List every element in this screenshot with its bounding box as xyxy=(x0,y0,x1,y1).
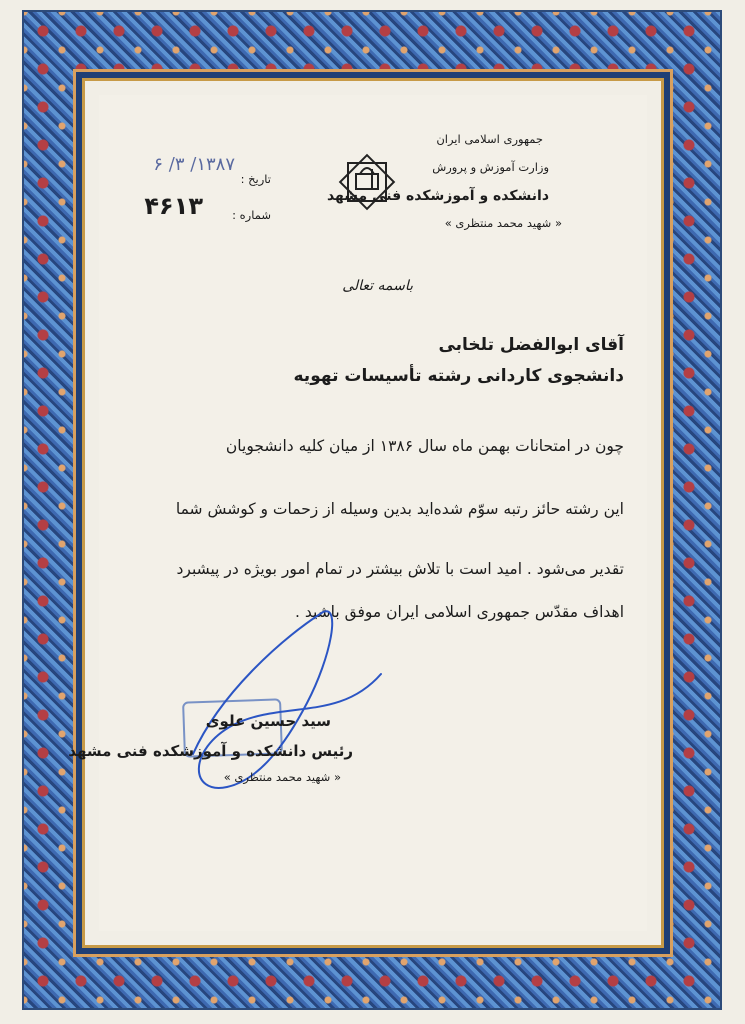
body-line-3: تقدیر می‌شود . امید است با تلاش بیشتر در تمام امور بویژه در پیشبرد xyxy=(176,560,624,578)
body-line-4: اهداف مقدّس جمهوری اسلامی ایران موفق باشید . xyxy=(294,603,624,621)
signatory-name: سید حسین علوی xyxy=(205,712,331,730)
body-line-1: چون در امتحانات بهمن ماه سال ۱۳۸۶ از میان کلیه دانشجویان xyxy=(225,437,624,455)
date-value: ۱۳۸۷/ ۳/ ۶ xyxy=(153,154,235,175)
signatory-title: رئیس دانشکده و آموزشکده فنی مشهد xyxy=(68,742,353,760)
header-line-1: جمهوری اسلامی ایران xyxy=(436,132,543,146)
header-line-2: وزارت آموزش و پرورش xyxy=(432,160,549,174)
signatory-subtitle: « شهید محمد منتظری » xyxy=(223,770,341,784)
header-line-4: « شهید محمد منتظری » xyxy=(444,216,562,230)
date-label: تاریخ : xyxy=(240,172,271,186)
greeting: باسمه تعالی xyxy=(342,278,413,294)
institution-seal-icon xyxy=(332,147,402,217)
signature-ink xyxy=(175,604,395,794)
number-label: شماره : xyxy=(232,208,271,222)
recipient-program: دانشجوی کاردانی رشته تأسیسات تهویه xyxy=(293,366,624,386)
body-line-2: این رشته حائز رتبه سوّم شده‌اید بدین وسیله از زحمات و کوشش شما xyxy=(175,500,624,518)
recipient-name: آقای ابوالفضل تلخابی xyxy=(438,335,624,355)
number-value: ۴۶۱۳ xyxy=(144,192,203,220)
header-line-3: دانشکده و آموزشکده فنی مشهد xyxy=(326,188,549,204)
